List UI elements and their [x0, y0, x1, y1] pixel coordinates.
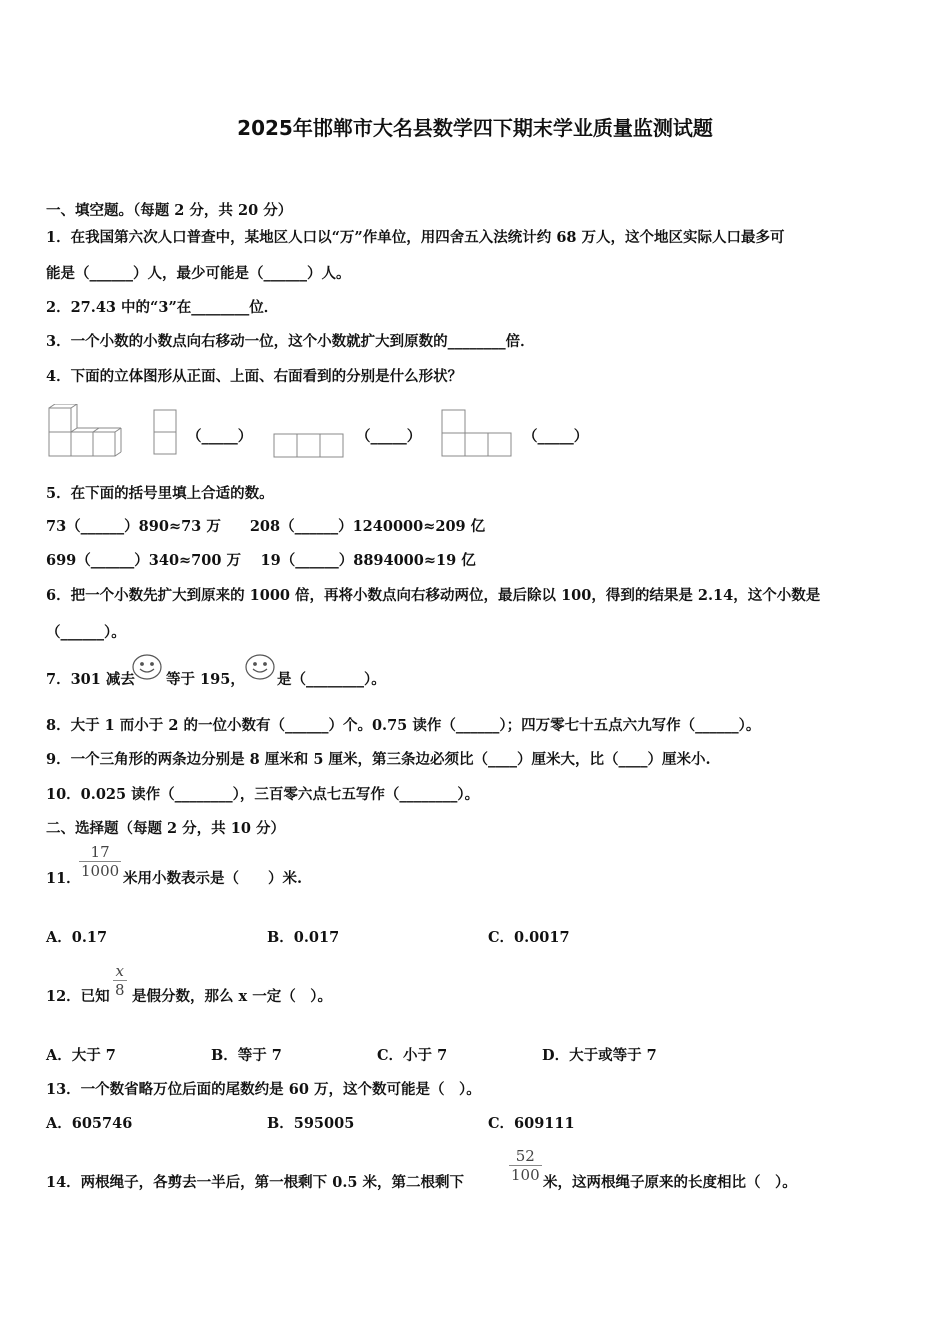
q12-prefix: 12．已知	[46, 988, 110, 1005]
q4-text: 4．下面的立体图形从正面、上面、右面看到的分别是什么形状？	[46, 368, 463, 385]
q12-fraction	[113, 962, 127, 999]
q6-line2: （______）。	[46, 624, 126, 641]
q11-option-b: B．0.017	[267, 929, 340, 946]
q14-prefix: 14．两根绳子，各剪去一半后，第一根剩下 0.5 米，第二根剩下	[46, 1174, 464, 1191]
q9: 9．一个三角形的两条边分别是 8 厘米和 5 厘米，第三条边必须比（____）厘米大，比（____）厘米小.	[46, 751, 711, 768]
q2: 2．27.43 中的“3”在________位．	[46, 299, 279, 316]
smiley-face-icon	[131, 653, 163, 683]
q5-row1: 73（______）890≈73 万 208（______）1240000≈209 亿	[46, 518, 486, 535]
q11-fraction-denominator: 1000	[81, 862, 120, 880]
q11-suffix: 米用小数表示是（ ）米.	[123, 870, 303, 887]
q12-fraction-denominator: 8	[115, 981, 125, 999]
q14-fraction-numerator: 52	[515, 1147, 535, 1165]
section1-heading: 一、填空题。（每题 2 分，共 20 分）	[46, 202, 293, 219]
q10: 10．0.025 读作（________），三百零六点七五写作（________）。	[46, 786, 480, 803]
q4-blank-2: （_____）	[356, 428, 422, 445]
q7-part3: 是（________）。	[277, 671, 386, 688]
q11-fraction	[79, 843, 121, 880]
q14-suffix: 米，这两根绳子原来的长度相比（ ）。	[543, 1174, 797, 1191]
q4-solid-figure	[47, 404, 127, 460]
q11-option-a: A．0.17	[46, 929, 108, 946]
q12-fraction-numerator: x	[115, 962, 124, 980]
q4-view-front	[152, 408, 178, 458]
q12-option-d: D．大于或等于 7	[542, 1047, 657, 1064]
q1-line2: 能是（______）人，最少可能是（______）人。	[46, 265, 351, 282]
smiley-face-icon	[244, 653, 276, 683]
q11-fraction-numerator: 17	[90, 843, 110, 861]
q4-blank-3: （_____）	[523, 428, 589, 445]
q6-line1: 6．把一个小数先扩大到原来的 1000 倍，再将小数点向右移动两位，最后除以 100，得到的结果是 2.14，这个小数是	[46, 587, 821, 604]
q12-option-b: B．等于 7	[211, 1047, 282, 1064]
page-title: 2025年邯郸市大名县数学四下期末学业质量监测试题	[237, 116, 713, 140]
q12-suffix: 是假分数，那么 x 一定（ ）。	[132, 988, 332, 1005]
q4-view-right	[440, 408, 514, 460]
q11-prefix: 11．	[46, 870, 81, 887]
q8: 8．大于 1 而小于 2 的一位小数有（______）个。0.75 读作（______）；四万零七十五点六九写作（______）。	[46, 717, 761, 734]
q1-line1: 1．在我国第六次人口普查中，某地区人口以“万”作单位，用四舍五入法统计约 68 万人，这个地区实际人口最多可	[46, 229, 785, 246]
q13-option-a: A．605746	[46, 1115, 133, 1132]
q7-part1: 7．301 减去	[46, 671, 135, 688]
q5-row2: 699（______）340≈700 万 19（______）8894000≈19 亿	[46, 552, 476, 569]
q4-view-top	[272, 432, 346, 460]
q13-option-c: C．609111	[488, 1115, 575, 1132]
q3: 3．一个小数的小数点向右移动一位，这个小数就扩大到原数的________倍．	[46, 333, 535, 350]
q12-option-a: A．大于 7	[46, 1047, 116, 1064]
q5-text: 5．在下面的括号里填上合适的数。	[46, 485, 274, 502]
q4-blank-1: （_____）	[187, 428, 253, 445]
q13-text: 13．一个数省略万位后面的尾数约是 60 万，这个数可能是（ ）。	[46, 1081, 481, 1098]
q12-option-c: C．小于 7	[377, 1047, 448, 1064]
q14-fraction-denominator: 100	[511, 1166, 540, 1184]
q13-option-b: B．595005	[267, 1115, 355, 1132]
q14-fraction	[509, 1147, 542, 1184]
q11-option-c: C．0.0017	[488, 929, 570, 946]
section2-heading: 二、选择题（每题 2 分，共 10 分）	[46, 820, 285, 837]
q7-part2: 等于 195，	[166, 671, 245, 688]
